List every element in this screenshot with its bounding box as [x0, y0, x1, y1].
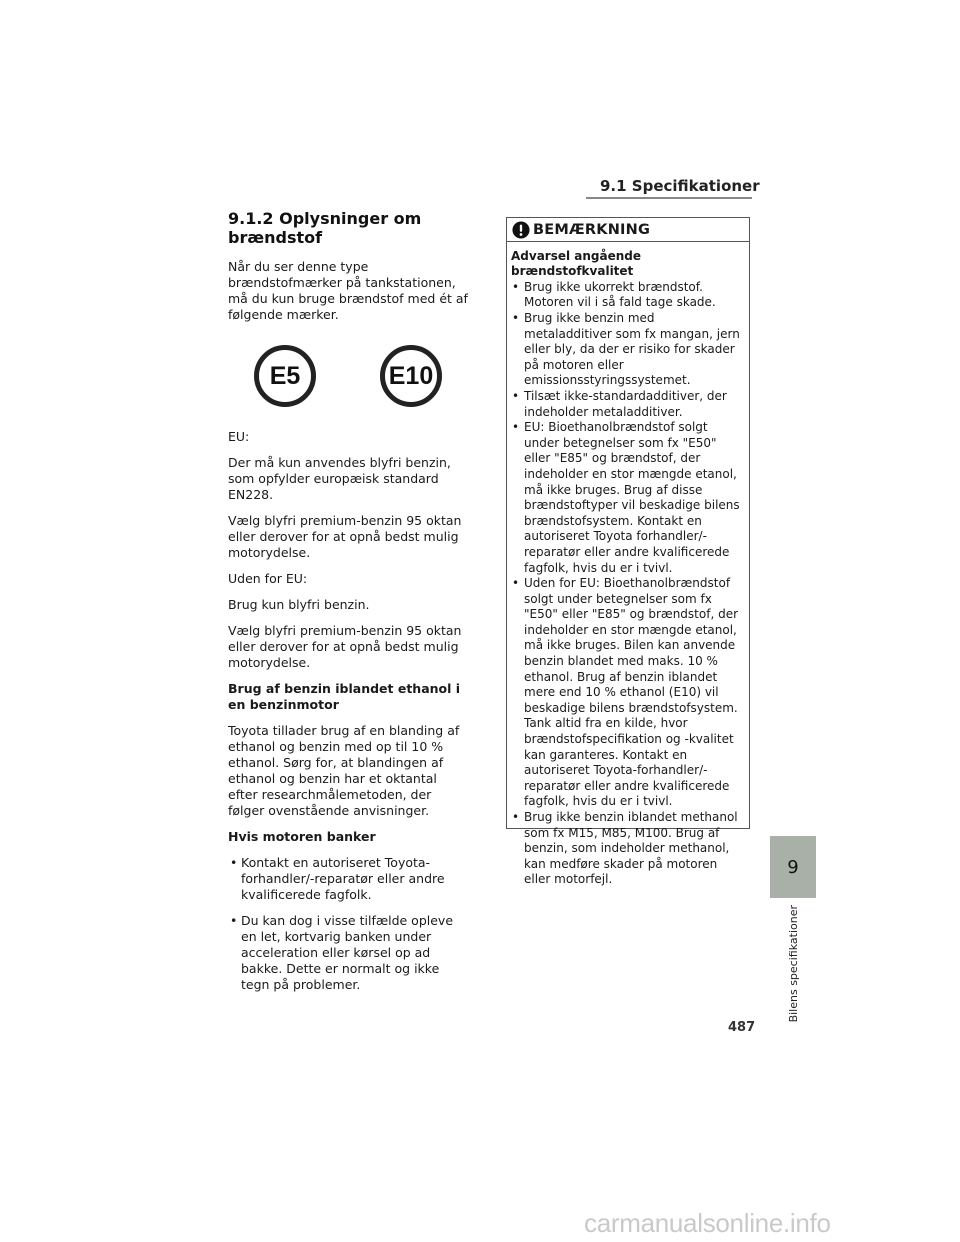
e5-fuel-label: E5: [254, 345, 316, 407]
e10-fuel-label: E10: [380, 345, 442, 407]
ethanol-heading: Brug af benzin iblandet ethanol i en benzinmotor: [228, 681, 461, 712]
outside-eu-octane-text: Vælg blyfri premium-benzin 95 oktan eller derover for at opnå bedst mulig motorydelse.: [228, 623, 462, 670]
notice-box: [506, 217, 750, 887]
chapter-label: Bilens specifikationer: [786, 905, 800, 1023]
page-number: 487: [728, 1020, 756, 1035]
list-item: • Brug ikke ukorrekt brændstof. Motoren vil i så fald tage skade.: [511, 280, 745, 311]
list-item: • Brug ikke benzin med metaladditiver som fx mangan, jern eller bly, da der er risiko for skader på motoren eller emissionsstyringssystemet.: [511, 311, 745, 389]
list-item: • Kontakt en autoriseret Toyota-forhandler/-reparatør eller andre kvalificerede fagfolk.: [228, 855, 468, 903]
header-rule: [586, 197, 752, 199]
notice-header: [507, 218, 749, 242]
eu-octane-text: Vælg blyfri premium-benzin 95 oktan eller derover for at opnå bedst mulig motorydelse.: [228, 513, 462, 560]
list-item: • Tilsæt ikke-standardadditiver, der indeholder metaladditiver.: [511, 389, 745, 420]
chapter-label-container: [783, 905, 803, 1023]
list-item: • Brug ikke benzin iblandet methanol som fx M15, M85, M100. Brug af benzin, som indeholder methanol, kan medføre skader på motoren eller motorfejl.: [511, 810, 745, 888]
notice-subheading: Advarsel angående brændstofkvalitet: [511, 249, 642, 279]
eu-fuel-text: Der må kun anvendes blyfri benzin, som opfylder europæisk standard EN228.: [228, 455, 451, 502]
fuel-label-signs: [254, 345, 442, 407]
running-header: 9.1 Specifikationer: [600, 177, 760, 195]
left-column: [228, 209, 468, 1003]
list-item: • Uden for EU: Bioethanolbrændstof solgt under betegnelser som fx "E50" eller "E85" og brændstof, der indeholder en stor mængde etanol, må ikke bruges. Bilen kan anvende benzin blandet med maks. 10 % ethanol. Brug af benzin iblandet mere end 10 % ethanol (E10) vil beskadige bilens brændstofsystem. Tank altid fra en kilde, hvor brændstofspecifikation og -kvalitet kan garanteres. Kontakt en autoriseret Toyota-forhandler/-reparatør eller andre kvalificerede fagfolk, hvis du er i tvivl.: [511, 576, 745, 810]
watermark-text: carmanualsonline.info: [584, 1208, 831, 1238]
ethanol-paragraph: Toyota tillader brug af en blanding af ethanol og benzin med op til 10 % ethanol. Sørg for, at blandingen af ethanol og benzin har et oktantal efter researchmålemetoden, der følger ovenstående anvisninger.: [228, 723, 460, 818]
notice-bullet-list: [511, 280, 745, 888]
list-item: • Du kan dog i visse tilfælde opleve en let, kortvarig banken under acceleration eller kørsel op ad bakke. Dette er normalt og ikke tegn på problemer.: [228, 913, 468, 993]
warning-icon: [512, 221, 530, 239]
list-item: • EU: Bioethanolbrændstof solgt under betegnelser som fx "E50" eller "E85" og brændstof, der indeholder en stor mængde etanol, må ikke bruges. Brug af disse brændstoftyper vil beskadige bilens brændstofsystem. Kontakt en autoriseret Toyota forhandler/-reparatør eller andre kvalificerede fagfolk, hvis du er i tvivl.: [511, 420, 745, 576]
section-title: 9.1.2 Oplysninger om brændstof: [228, 209, 422, 247]
notice-body: [507, 242, 749, 888]
outside-eu-fuel-text: Brug kun blyfri benzin.: [228, 597, 370, 612]
knock-bullet-list: [228, 855, 468, 993]
knock-heading: Hvis motoren banker: [228, 829, 376, 844]
notice-title: BEMÆRKNING: [533, 221, 651, 238]
chapter-number: 9: [787, 856, 799, 878]
intro-paragraph: Når du ser denne type brændstofmærker på tankstationen, må du kun bruge brændstof med ét af følgende mærker.: [228, 259, 468, 322]
outside-eu-label: Uden for EU:: [228, 571, 308, 586]
eu-label: EU:: [228, 429, 250, 444]
chapter-tab[interactable]: [770, 836, 816, 898]
